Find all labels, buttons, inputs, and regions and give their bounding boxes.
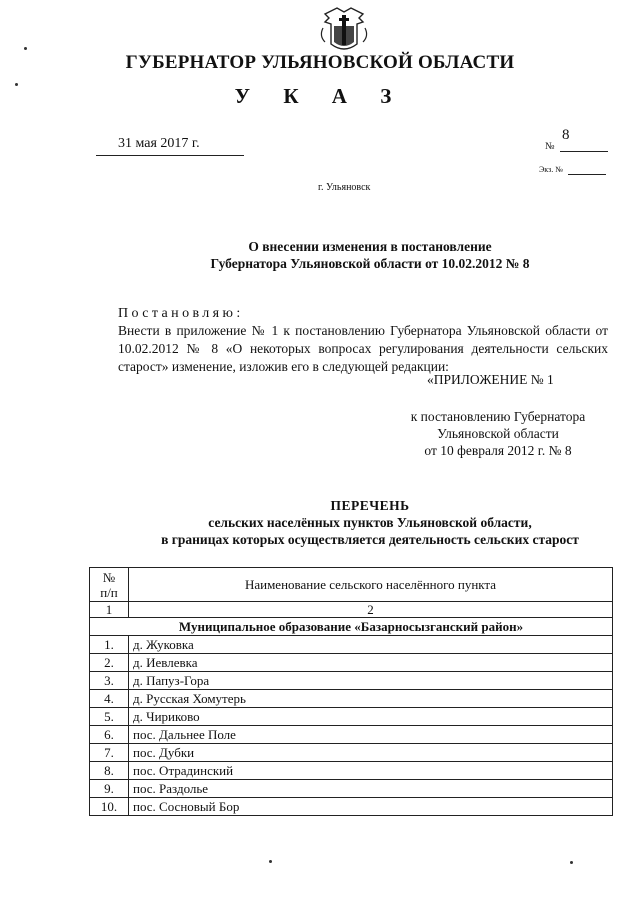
copy-underline [568, 174, 606, 175]
list-subtitle-1: сельских населённых пунктов Ульяновской области, [208, 515, 532, 530]
row-number: 6. [90, 726, 129, 744]
decree-date: 31 мая 2017 г. [118, 136, 200, 151]
settlement-name: пос. Раздолье [129, 780, 613, 798]
column-index-1: 1 [90, 602, 129, 618]
row-number: 4. [90, 690, 129, 708]
appendix-line-1: к постановлению Губернатора [410, 409, 586, 424]
settlement-name: пос. Дальнее Поле [129, 726, 613, 744]
settlement-name: д. Чириково [129, 708, 613, 726]
margin-mark [24, 47, 27, 50]
row-number: 5. [90, 708, 129, 726]
table-row [90, 708, 613, 726]
municipality-name: Муниципальное образование «Базарносызганский район» [90, 618, 613, 636]
row-number: 2. [90, 654, 129, 672]
settlement-name: д. Жуковка [129, 636, 613, 654]
table-row [90, 744, 613, 762]
city: г. Ульяновск [318, 182, 371, 193]
list-heading [110, 497, 630, 548]
row-number: 8. [90, 762, 129, 780]
column-index-row [90, 602, 613, 618]
decree-subject [110, 238, 630, 272]
table-header-row [90, 568, 613, 602]
header-number-line-2: п/п [100, 584, 118, 600]
number-sign: № [545, 141, 555, 152]
settlement-name: пос. Сосновый Бор [129, 798, 613, 816]
row-number: 7. [90, 744, 129, 762]
settlement-name: д. Папуз-Гора [129, 672, 613, 690]
copy-label: Экз. № [539, 165, 563, 174]
subject-line-2: Губернатора Ульяновской области от 10.02.2012 № 8 [210, 256, 530, 271]
margin-mark [269, 860, 272, 863]
municipality-row [90, 618, 613, 636]
header-number-line-1: № [102, 569, 116, 585]
decree-paragraph: Внести в приложение № 1 к постановлению Губернатора Ульяновской области от 10.02.2012 № 8 «О некоторых вопросах регулирования деятельности сельских старост» изменение, изложив его в следующей редакции: [118, 323, 608, 374]
date-underline [96, 155, 244, 156]
appendix-line-3: от 10 февраля 2012 г. № 8 [424, 443, 572, 458]
ulyanovsk-coat-of-arms-icon [317, 6, 371, 54]
margin-mark [15, 83, 18, 86]
decree-number: 8 [562, 127, 570, 143]
authority-title: ГУБЕРНАТОР УЛЬЯНОВСКОЙ ОБЛАСТИ [125, 52, 515, 73]
table-row [90, 654, 613, 672]
row-number: 1. [90, 636, 129, 654]
settlement-rows [90, 636, 613, 816]
table-row [90, 636, 613, 654]
margin-mark [570, 861, 573, 864]
table-row [90, 780, 613, 798]
row-number: 10. [90, 798, 129, 816]
table-row [90, 672, 613, 690]
table-row [90, 798, 613, 816]
settlement-name: д. Иевлевка [129, 654, 613, 672]
settlements-table [89, 567, 613, 816]
settlement-name: пос. Дубки [129, 744, 613, 762]
appendix-label: «ПРИЛОЖЕНИЕ № 1 [427, 372, 554, 387]
decree-word: Постановляю: [118, 306, 244, 321]
table-row [90, 762, 613, 780]
settlement-name: пос. Отрадинский [129, 762, 613, 780]
document-type: У К А З [234, 84, 406, 108]
column-index-2: 2 [129, 602, 613, 618]
row-number: 3. [90, 672, 129, 690]
list-title: ПЕРЕЧЕНЬ [330, 498, 410, 513]
appendix-line-2: Ульяновской области [437, 426, 559, 441]
appendix-reference [398, 408, 598, 459]
table-row [90, 690, 613, 708]
list-subtitle-2: в границах которых осуществляется деятельность сельских старост [161, 532, 579, 547]
subject-line-1: О внесении изменения в постановление [248, 239, 492, 254]
table-row [90, 726, 613, 744]
header-number [90, 568, 129, 602]
settlement-name: д. Русская Хомутерь [129, 690, 613, 708]
number-underline [560, 151, 608, 152]
row-number: 9. [90, 780, 129, 798]
header-name: Наименование сельского населённого пункта [129, 568, 613, 602]
